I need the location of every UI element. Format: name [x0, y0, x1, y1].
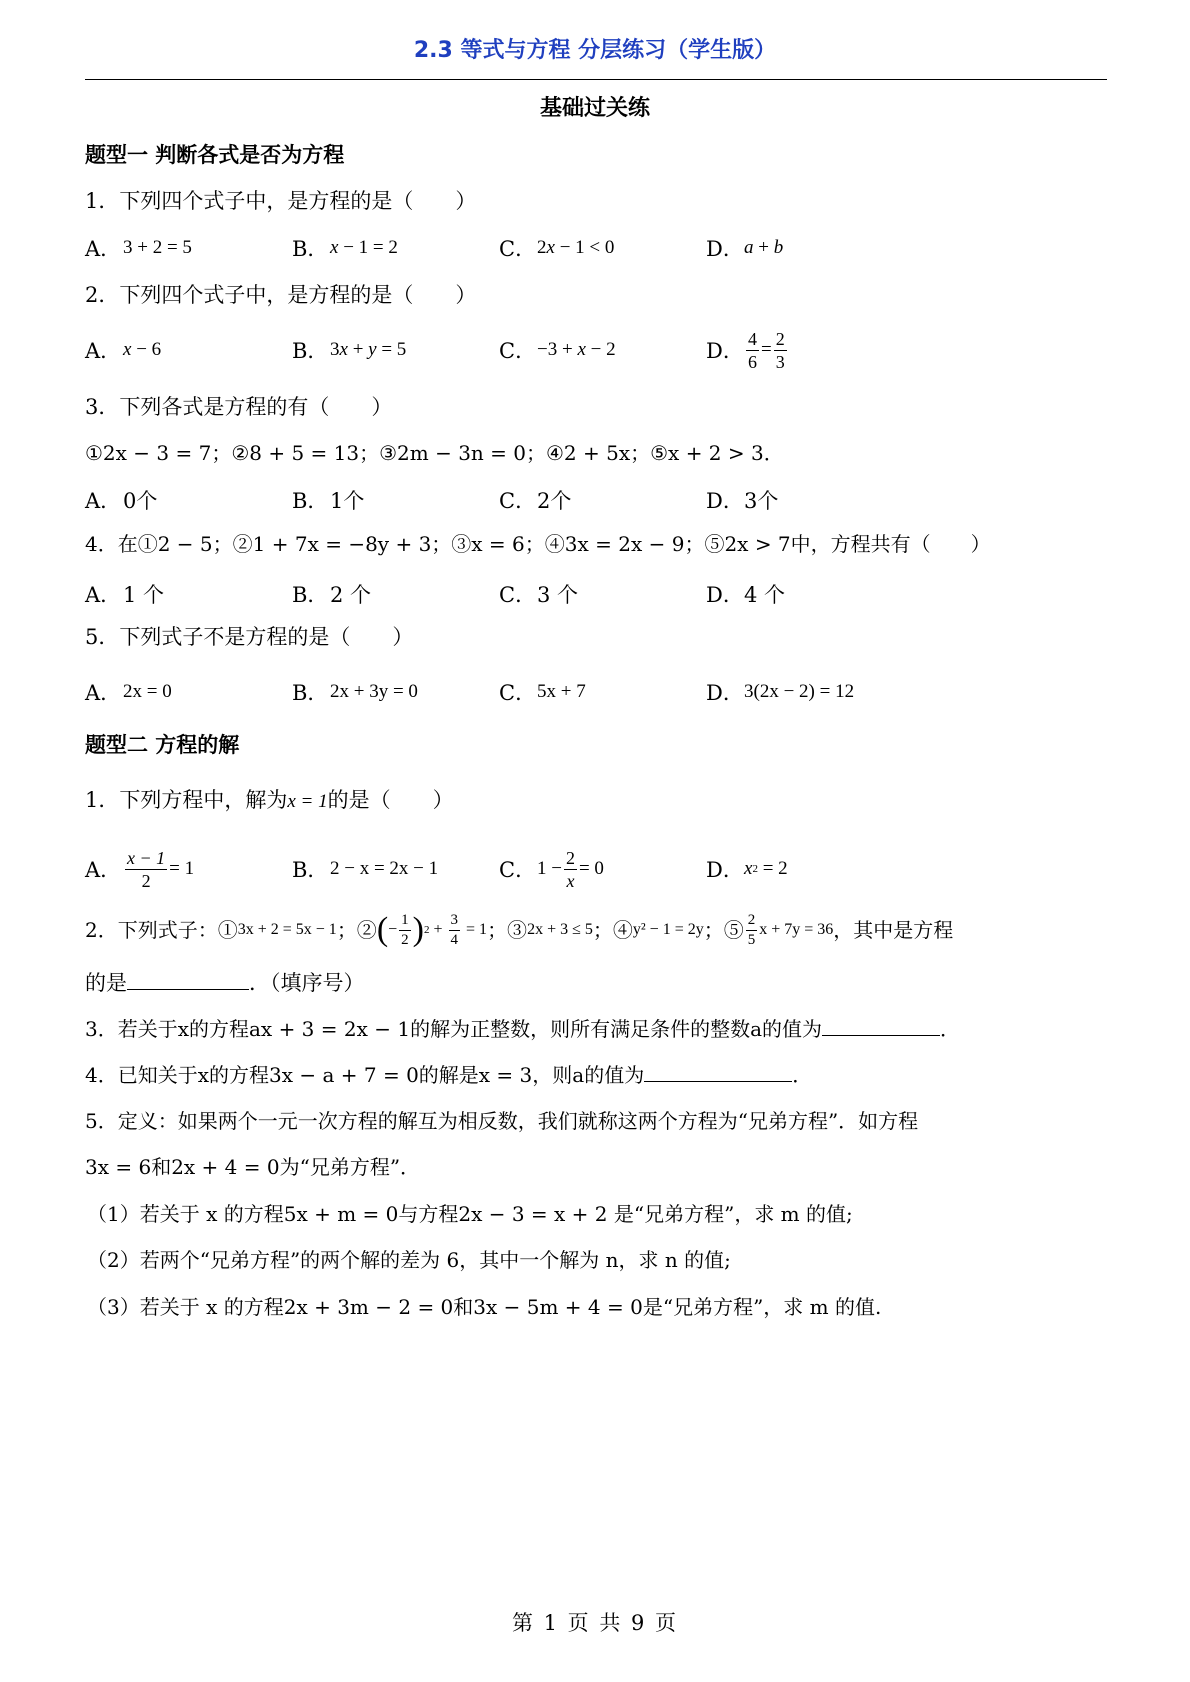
type1-heading: 题型一 判断各式是否为方程	[85, 143, 345, 167]
math-text: −	[388, 921, 398, 938]
option-letter: C．	[499, 489, 537, 513]
option-body: 3 + 2 = 5	[123, 237, 192, 258]
option-body: 2 个	[330, 583, 372, 607]
fraction-denominator: 3	[775, 351, 785, 372]
math-text: +	[429, 921, 447, 938]
type1-q3-items: ①2x − 3 = 7；②8 + 5 = 13；③2m − 3n = 0；④2 + 5x；⑤x + 2 > 3．	[85, 441, 784, 465]
stem-text: 1．下列方程中，解为	[85, 788, 288, 812]
math-text: = 1	[169, 858, 195, 879]
type1-q5-options	[85, 667, 1107, 717]
option-body: 1个	[330, 489, 365, 513]
fraction	[746, 330, 759, 371]
type1-q4-options	[85, 569, 1107, 619]
option-letter: D．	[706, 339, 744, 363]
type2-q5-line2: 3x = 6和2x + 4 = 0为“兄弟方程”．	[85, 1155, 421, 1179]
fraction-numerator: 3	[449, 913, 461, 931]
fraction-denominator: 2	[141, 870, 151, 891]
math-var: x	[339, 339, 348, 360]
option-letter: B．	[292, 237, 329, 261]
option-body: 1 个	[123, 583, 165, 607]
type2-q1-options	[85, 838, 1107, 900]
math-var: x	[546, 237, 555, 258]
option-b	[292, 838, 438, 900]
option-letter: C．	[499, 583, 537, 607]
option-body: 3个	[744, 489, 779, 513]
math-text: = 0	[578, 858, 604, 879]
section-heading: 基础过关练	[539, 96, 650, 121]
math-text: −3 +	[537, 339, 578, 360]
answer-blank[interactable]	[822, 1013, 940, 1036]
fraction	[125, 849, 167, 890]
option-a	[85, 569, 164, 619]
math-text: =	[761, 339, 772, 360]
fraction	[564, 849, 577, 890]
option-letter: B．	[292, 858, 329, 882]
stem-text: 4．已知关于x的方程3x − a + 7 = 0的解是x = 3，则a的值为	[85, 1063, 645, 1087]
stem-text: ；④	[592, 918, 633, 942]
math-var: a	[744, 237, 754, 258]
option-b	[292, 475, 364, 525]
fraction-denominator: 4	[450, 931, 459, 948]
fraction	[399, 913, 411, 948]
fraction-denominator: 5	[747, 931, 756, 948]
math-var: x	[123, 339, 132, 360]
fraction-numerator: 1	[399, 913, 411, 931]
fraction-denominator: 2	[401, 931, 409, 948]
math-var: x	[577, 339, 586, 360]
type2-q5-sub2: （2）若两个“兄弟方程”的两个解的差为 6，其中一个解为 n，求 n 的值;	[87, 1248, 731, 1272]
math-text: +	[753, 237, 774, 258]
page-title: 2.3 等式与方程 分层练习（学生版）	[413, 38, 777, 63]
option-letter: D．	[706, 681, 744, 705]
type2-q4-stem	[85, 1058, 1107, 1092]
option-letter: B．	[292, 583, 329, 607]
option-letter: D．	[706, 237, 744, 261]
option-letter: C．	[499, 858, 537, 882]
option-b	[292, 325, 406, 375]
option-letter: D．	[706, 489, 744, 513]
option-body	[744, 237, 783, 259]
option-c	[499, 475, 571, 525]
option-letter: A．	[85, 858, 122, 882]
type2-q3-stem	[85, 1012, 1107, 1046]
option-letter: C．	[499, 237, 537, 261]
stem-text: ．	[940, 1017, 961, 1041]
stem-text: 的是（ ）	[327, 788, 454, 812]
option-letter: A．	[85, 583, 122, 607]
option-letter: A．	[85, 339, 122, 363]
type1-q1-stem: 1．下列四个式子中，是方程的是（ ）	[85, 189, 477, 213]
answer-blank[interactable]	[644, 1059, 792, 1082]
option-a	[85, 223, 192, 273]
option-body	[123, 849, 194, 890]
option-body	[537, 339, 616, 361]
option-body: 2x = 0	[123, 681, 172, 702]
math-expr	[377, 901, 487, 959]
math-text: 1 −	[537, 858, 562, 879]
fraction-numerator: 4	[748, 328, 757, 349]
math-text: 2	[537, 237, 547, 258]
type1-q2-stem: 2．下列四个式子中，是方程的是（ ）	[85, 283, 477, 307]
stem-text: 2．下列式子：①	[85, 918, 238, 942]
math-var: x	[330, 237, 339, 258]
type2-q2-stem	[85, 901, 1107, 959]
type2-heading: 题型二 方程的解	[85, 733, 240, 757]
type1-q1-options	[85, 223, 1107, 273]
option-letter: B．	[292, 339, 329, 363]
math-text: 3	[330, 339, 340, 360]
fraction-denominator: 6	[748, 351, 757, 372]
stem-text: ，其中是方程	[833, 918, 954, 942]
option-a	[85, 838, 194, 900]
option-b	[292, 569, 371, 619]
math-exponent: 2	[752, 863, 758, 875]
type1-q3-options	[85, 475, 1107, 525]
option-a	[85, 475, 157, 525]
type1-q4-stem: 4．在①2 − 5；②1 + 7x = −8y + 3；③x = 6；④3x = 2x − 9；⑤2x > 7中，方程共有（ ）	[85, 532, 991, 556]
paren-close: )	[412, 911, 424, 948]
option-b	[292, 223, 398, 273]
option-letter: B．	[292, 681, 329, 705]
math-text: − 1 = 2	[338, 237, 398, 258]
math-text: − 6	[131, 339, 162, 360]
fraction	[449, 913, 461, 948]
stem-text: ．（填序号）	[249, 971, 365, 995]
option-c	[499, 325, 616, 375]
stem-text: ；③	[487, 918, 528, 942]
type1-q3-stem: 3．下列各式是方程的有（ ）	[85, 395, 393, 419]
math-expr: 3x + 2 = 5x − 1	[237, 921, 337, 938]
option-letter: C．	[499, 681, 537, 705]
stem-text: 的是	[85, 971, 127, 995]
option-a	[85, 667, 172, 717]
option-body	[330, 339, 406, 361]
stem-text: 3．若关于x的方程ax + 3 = 2x − 1的解为正整数，则所有满足条件的整数a的值为	[85, 1017, 823, 1041]
option-d	[706, 838, 788, 900]
type2-q5-sub3: （3）若关于 x 的方程2x + 3m − 2 = 0和3x − 5m + 4 = 0是“兄弟方程”，求 m 的值.	[87, 1295, 882, 1319]
option-body: 4 个	[744, 583, 786, 607]
fraction	[746, 913, 758, 948]
option-body	[537, 849, 604, 890]
option-body: 2 − x = 2x − 1	[330, 858, 439, 879]
option-body	[744, 330, 789, 371]
type2-q5-line1: 5．定义：如果两个一元一次方程的解互为相反数，我们就称这两个方程为“兄弟方程”．如方程	[85, 1109, 919, 1133]
option-d	[706, 325, 789, 375]
stem-text: ；②	[336, 918, 377, 942]
option-body: 0个	[123, 489, 158, 513]
math-text: = 2	[757, 858, 788, 879]
type2-q5-sub1: （1）若关于 x 的方程5x + m = 0与方程2x − 3 = x + 2 是“兄弟方程”，求 m 的值;	[87, 1202, 853, 1226]
option-body: 2个	[537, 489, 572, 513]
option-body	[330, 237, 398, 259]
option-d	[706, 569, 785, 619]
option-letter: B．	[292, 489, 329, 513]
math-var: b	[773, 237, 784, 258]
option-body: 3 个	[537, 583, 579, 607]
option-a	[85, 325, 161, 375]
page-footer: 第 1 页 共 9 页	[511, 1611, 679, 1635]
option-letter: C．	[499, 339, 537, 363]
stem-text: ；⑤	[703, 918, 744, 942]
option-body	[537, 237, 614, 259]
option-c	[499, 223, 614, 273]
math-expr: 2x + 3 ≤ 5	[527, 921, 593, 938]
math-text: − 2	[585, 339, 616, 360]
option-c	[499, 838, 604, 900]
option-c	[499, 569, 578, 619]
fraction-numerator: x − 1	[127, 847, 166, 868]
option-body	[123, 339, 161, 361]
math-var: x	[744, 858, 753, 879]
fraction	[774, 330, 787, 371]
stem-text: ．	[792, 1063, 813, 1087]
option-body: 2x + 3y = 0	[330, 681, 418, 702]
option-body: 3(2x − 2) = 12	[744, 681, 855, 702]
math-text: = 1	[462, 921, 488, 938]
math-var: y	[368, 339, 377, 360]
math-text: = 5	[376, 339, 407, 360]
option-letter: D．	[706, 858, 744, 882]
math-expr: x = 1	[287, 791, 328, 812]
option-letter: A．	[85, 237, 122, 261]
type1-q5-stem: 5．下列式子不是方程的是（ ）	[85, 625, 414, 649]
option-b	[292, 667, 418, 717]
type1-q2-options	[85, 325, 1107, 375]
type2-q1-stem	[85, 783, 1107, 817]
math-exponent: 2	[424, 924, 430, 936]
fraction-numerator: 2	[746, 913, 758, 931]
fraction-numerator: 2	[775, 328, 785, 349]
option-d	[706, 475, 778, 525]
math-text: +	[347, 339, 369, 360]
answer-blank[interactable]	[127, 967, 249, 990]
math-text: − 1 < 0	[554, 237, 615, 258]
option-c	[499, 667, 586, 717]
option-letter: A．	[85, 489, 122, 513]
type2-q2-line2	[85, 966, 1107, 1000]
option-letter: A．	[85, 681, 122, 705]
math-text: x + 7y = 36	[759, 921, 834, 938]
title-rule	[85, 79, 1107, 80]
math-expr	[744, 901, 834, 959]
fraction-numerator: 2	[565, 847, 575, 868]
option-body: 5x + 7	[537, 681, 586, 702]
fraction-denominator: x	[566, 870, 575, 891]
option-d	[706, 223, 783, 273]
option-letter: D．	[706, 583, 744, 607]
paren-open: (	[376, 911, 389, 948]
option-body	[744, 858, 788, 880]
math-expr: y² − 1 = 2y	[632, 921, 704, 938]
option-d	[706, 667, 854, 717]
